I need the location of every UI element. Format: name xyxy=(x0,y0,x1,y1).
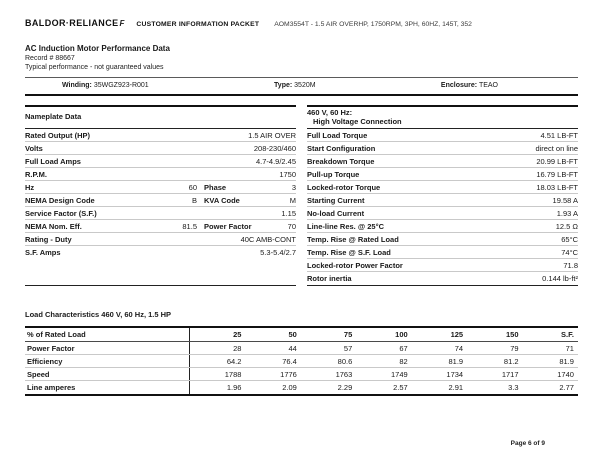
nameplate-header-label: Nameplate Data xyxy=(25,112,82,122)
table-row xyxy=(25,233,296,246)
row-label: Volts xyxy=(25,143,43,153)
record-number: Record # 88667 xyxy=(25,55,75,62)
row-mid-label: KVA Code xyxy=(204,195,240,205)
load-row-label: Efficiency xyxy=(25,355,190,367)
row-value: 5.3-5.4/2.7 xyxy=(260,248,296,257)
row-label: Rating - Duty xyxy=(25,234,72,244)
load-cell: 81.9 xyxy=(559,356,574,366)
table-row xyxy=(25,220,296,233)
load-section-title: Load Characteristics 460 V, 60 Hz, 1.5 HP xyxy=(25,310,172,319)
row-value: 40C AMB-CONT xyxy=(240,234,296,244)
divider-thick xyxy=(25,94,578,96)
hv-connection-table xyxy=(307,105,578,286)
load-header-label: % of Rated Load xyxy=(25,328,190,341)
hv-header-line2: High Voltage Connection xyxy=(313,116,402,126)
load-row-cells xyxy=(190,381,578,394)
row-label: Temp. Rise @ Rated Load xyxy=(307,234,399,244)
load-cell: 71 xyxy=(565,343,574,353)
load-cell: 81.2 xyxy=(503,356,519,366)
row-mid-value: B xyxy=(191,195,197,205)
enclosure-field xyxy=(441,82,498,89)
table-row xyxy=(25,342,578,355)
row-label: NEMA Design Code xyxy=(25,195,95,205)
nameplate-columns xyxy=(25,105,578,286)
load-row-label: Speed xyxy=(25,368,190,380)
doc-type-title: CUSTOMER INFORMATION PACKET xyxy=(136,21,260,28)
row-label: Start Configuration xyxy=(307,143,376,153)
row-label: Pull-up Torque xyxy=(307,169,360,179)
load-cell: 28 xyxy=(233,343,242,353)
row-label: Full Load Torque xyxy=(307,130,368,140)
table-row xyxy=(25,181,296,194)
page-header xyxy=(25,18,578,28)
load-cell: 44 xyxy=(288,343,297,353)
row-label: S.F. Amps xyxy=(25,248,61,257)
enclosure-value: TEAO xyxy=(478,82,498,89)
type-field xyxy=(274,82,316,89)
load-cell: 1717 xyxy=(501,369,519,379)
hv-rows xyxy=(307,129,578,285)
table-row xyxy=(307,129,578,142)
row-mid-label: Power Factor xyxy=(204,221,252,231)
load-cell: 1776 xyxy=(280,369,297,379)
winding-bar xyxy=(25,78,578,94)
page-number: Page 6 of 9 xyxy=(510,440,545,447)
row-label: Locked-rotor Torque xyxy=(307,182,381,192)
load-cell: 3.3 xyxy=(508,383,519,392)
row-label: Full Load Amps xyxy=(25,156,81,166)
row-value: M xyxy=(289,195,296,205)
nameplate-header xyxy=(25,107,296,129)
title-block xyxy=(25,44,578,72)
load-row-cells xyxy=(190,355,578,367)
winding-value: 35WGZ923-R001 xyxy=(93,82,149,89)
table-row xyxy=(307,272,578,285)
row-label: Starting Current xyxy=(307,195,365,205)
brand-logo: BALDOR·RELIANCE xyxy=(25,18,119,28)
row-value: 71.8 xyxy=(563,260,578,270)
table-row xyxy=(307,142,578,155)
row-label: NEMA Nom. Eff. xyxy=(25,221,82,231)
load-column-headers xyxy=(190,328,578,341)
row-value: 12.5 Ω xyxy=(555,221,578,231)
load-cell: 1749 xyxy=(391,369,408,379)
table-row xyxy=(25,142,296,155)
row-label: Breakdown Torque xyxy=(307,156,375,166)
row-label: Hz xyxy=(25,182,35,192)
row-label: Service Factor (S.F.) xyxy=(25,208,97,218)
load-cell: 74 xyxy=(454,343,464,353)
row-mid-label: Phase xyxy=(204,182,227,192)
load-rows xyxy=(25,342,578,394)
hv-header-line1: 460 V, 60 Hz: xyxy=(307,108,353,117)
load-cell: 80.6 xyxy=(337,356,353,366)
load-row-label: Line amperes xyxy=(25,381,190,394)
load-col-header: 75 xyxy=(343,330,353,339)
table-row xyxy=(307,246,578,259)
load-cell: 1.96 xyxy=(226,383,242,392)
table-row xyxy=(307,220,578,233)
table-row xyxy=(307,155,578,168)
row-value: 4.7-4.9/2.45 xyxy=(255,156,296,166)
row-value: 1750 xyxy=(279,169,296,179)
load-cell: 1740 xyxy=(557,369,574,379)
row-mid-value: 81.5 xyxy=(182,221,197,231)
load-row-cells xyxy=(190,368,578,380)
load-cell: 2.77 xyxy=(559,383,574,392)
table-row xyxy=(25,368,578,381)
table-row xyxy=(25,155,296,168)
load-cell: 81.9 xyxy=(448,356,464,366)
row-value: 18.03 LB-FT xyxy=(536,182,578,192)
load-cell: 79 xyxy=(510,343,519,353)
load-characteristics-section xyxy=(25,310,578,396)
report-title: AC Induction Motor Performance Data xyxy=(25,44,170,53)
table-row xyxy=(25,168,296,181)
table-row xyxy=(25,246,296,259)
page-footer xyxy=(25,440,578,447)
row-label: Rated Output (HP) xyxy=(25,130,90,140)
load-cell: 57 xyxy=(343,343,353,353)
load-cell: 76.4 xyxy=(282,356,297,366)
row-value: 1.15 xyxy=(281,208,296,218)
table-row xyxy=(25,355,578,368)
load-row-label: Power Factor xyxy=(25,342,190,354)
load-col-header: S.F. xyxy=(561,330,574,339)
nameplate-table xyxy=(25,105,296,286)
row-value: 208-230/460 xyxy=(253,143,296,153)
load-cell: 64.2 xyxy=(226,356,242,366)
table-row xyxy=(25,381,578,394)
load-cell: 1734 xyxy=(446,369,464,379)
row-mid-value: 60 xyxy=(188,182,197,192)
row-value: 1.93 A xyxy=(556,208,578,218)
row-value: 19.58 A xyxy=(552,195,578,205)
load-row-cells xyxy=(190,342,578,354)
load-cell: 82 xyxy=(399,356,408,366)
load-col-header: 100 xyxy=(395,330,408,339)
row-value: 16.79 LB-FT xyxy=(536,169,578,179)
load-cell: 67 xyxy=(399,343,408,353)
load-cell: 2.57 xyxy=(393,383,408,392)
row-value: direct on line xyxy=(535,143,578,153)
row-value: 74°C xyxy=(561,247,578,257)
load-cell: 2.09 xyxy=(282,383,297,392)
row-value: 70 xyxy=(287,221,296,231)
load-table xyxy=(25,326,578,396)
nameplate-rows xyxy=(25,129,296,259)
table-row xyxy=(307,207,578,220)
table-row xyxy=(307,168,578,181)
disclaimer-note: Typical performance - not guaranteed values xyxy=(25,64,164,71)
load-cell: 2.91 xyxy=(448,383,464,392)
load-col-header: 50 xyxy=(288,330,297,339)
table-row xyxy=(307,233,578,246)
brand-logo-mark: F xyxy=(119,19,125,28)
product-spec: AOM3554T - 1.5 AIR OVERHP, 1750RPM, 3PH, 60HZ, 145T, 352 xyxy=(274,21,472,28)
load-col-header: 150 xyxy=(506,330,519,339)
enclosure-label: Enclosure: xyxy=(440,82,478,89)
row-label: Rotor inertia xyxy=(307,274,352,283)
row-value: 20.99 LB-FT xyxy=(536,156,578,166)
row-value: 4.51 LB-FT xyxy=(540,130,578,140)
row-value: 65°C xyxy=(561,234,578,244)
type-label: Type: xyxy=(274,82,293,89)
row-value: 3 xyxy=(291,182,296,192)
load-cell: 2.29 xyxy=(337,383,353,392)
table-row xyxy=(307,181,578,194)
row-label: Line-line Res. @ 25°C xyxy=(307,221,384,231)
row-label: Locked-rotor Power Factor xyxy=(307,260,403,270)
load-cell: 1788 xyxy=(224,369,242,379)
table-row xyxy=(25,194,296,207)
winding-label: Winding: xyxy=(62,82,92,89)
load-header-row xyxy=(25,328,578,342)
table-row xyxy=(25,129,296,142)
winding-field xyxy=(62,82,149,89)
row-label: R.P.M. xyxy=(25,169,47,179)
table-row xyxy=(307,259,578,272)
row-label: Temp. Rise @ S.F. Load xyxy=(307,247,391,257)
load-cell: 1763 xyxy=(335,369,353,379)
type-value: 3520M xyxy=(294,82,316,89)
row-value: 0.144 lb-ft² xyxy=(542,274,578,283)
row-label: No-load Current xyxy=(307,208,365,218)
load-col-header: 125 xyxy=(450,330,464,339)
table-row xyxy=(307,194,578,207)
row-value: 1.5 AIR OVER xyxy=(248,130,296,140)
hv-header xyxy=(307,107,578,129)
load-col-header: 25 xyxy=(233,330,242,339)
table-row xyxy=(25,207,296,220)
